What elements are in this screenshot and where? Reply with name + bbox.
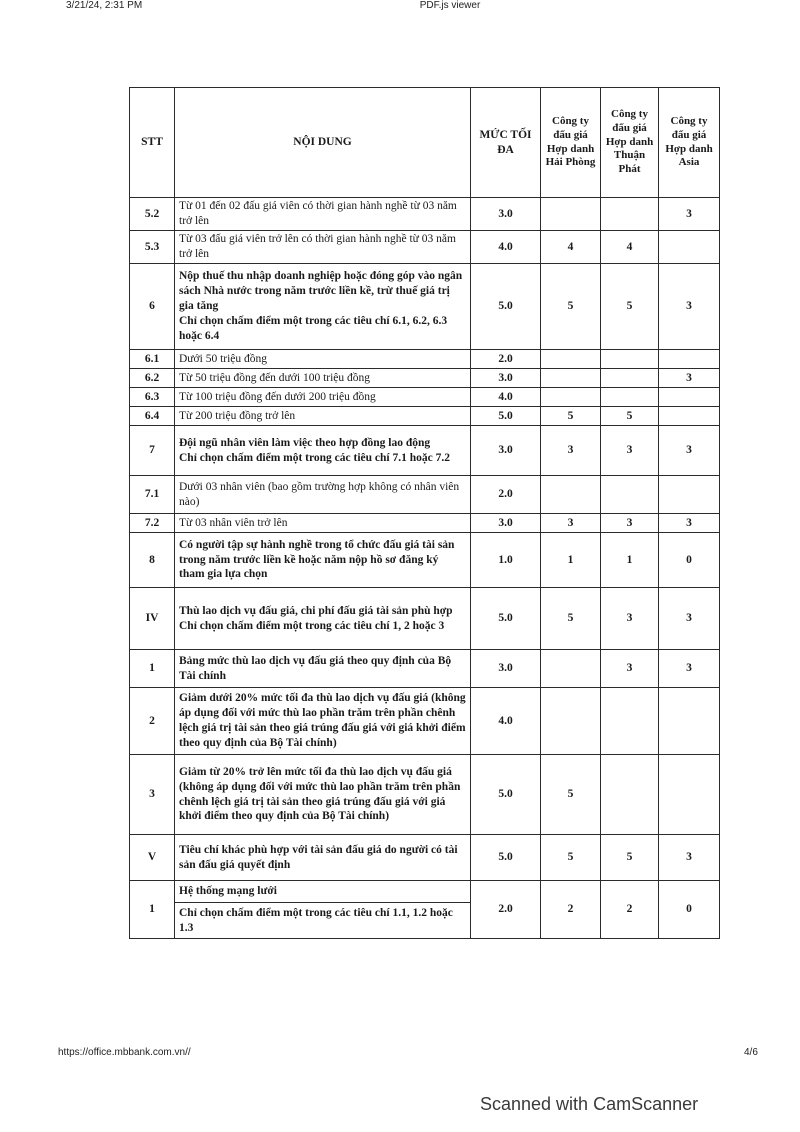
row-stt-cell: V — [130, 835, 175, 881]
row-content-cell: Đội ngũ nhân viên làm việc theo hợp đồng lao động Chỉ chọn chấm điểm một trong các tiêu chí 7.1 hoặc 7.2 — [175, 426, 471, 476]
row-score-hai-phong-cell: 4 — [541, 231, 601, 264]
row-content-cell: Từ 200 triệu đồng trở lên — [175, 407, 471, 426]
row-score-hai-phong-cell — [541, 388, 601, 407]
row-score-hai-phong-cell — [541, 350, 601, 369]
row-max-score-cell: 3.0 — [471, 198, 541, 231]
table-row — [130, 388, 720, 407]
table-row — [130, 588, 720, 650]
row-score-asia-cell — [659, 688, 720, 755]
row-stt-cell: 6.3 — [130, 388, 175, 407]
row-content-cell: Từ 03 đấu giá viên trở lên có thời gian hành nghề từ 03 năm trở lên — [175, 231, 471, 264]
row-score-thuan-phat-cell — [601, 369, 659, 388]
col-header-company-thuan-phat: Công ty đấu giá Hợp danh Thuận Phát — [601, 88, 659, 198]
row-score-hai-phong-cell: 1 — [541, 533, 601, 588]
row-score-hai-phong-cell: 2 — [541, 881, 601, 939]
row-score-thuan-phat-cell: 5 — [601, 835, 659, 881]
row-score-thuan-phat-cell: 1 — [601, 533, 659, 588]
row-content-cell: Từ 03 nhân viên trở lên — [175, 514, 471, 533]
row-score-thuan-phat-cell: 3 — [601, 426, 659, 476]
row-max-score-cell: 2.0 — [471, 350, 541, 369]
row-max-score-cell: 2.0 — [471, 881, 541, 939]
row-score-thuan-phat-cell — [601, 388, 659, 407]
row-score-asia-cell — [659, 388, 720, 407]
row-score-hai-phong-cell — [541, 650, 601, 688]
row-score-asia-cell: 0 — [659, 533, 720, 588]
col-header-company-asia: Công ty đấu giá Hợp danh Asia — [659, 88, 720, 198]
table-row — [130, 533, 720, 588]
col-header-company-hai-phong: Công ty đấu giá Hợp danh Hải Phòng — [541, 88, 601, 198]
col-header-stt: STT — [130, 88, 175, 198]
row-stt-cell: 1 — [130, 650, 175, 688]
col-header-content: NỘI DUNG — [175, 88, 471, 198]
table-row — [130, 231, 720, 264]
row-max-score-cell: 5.0 — [471, 588, 541, 650]
row-content-cell: Bảng mức thù lao dịch vụ đấu giá theo quy định của Bộ Tài chính — [175, 650, 471, 688]
page-number: 4/6 — [744, 1047, 758, 1058]
row-score-hai-phong-cell — [541, 198, 601, 231]
table-row — [130, 350, 720, 369]
row-score-thuan-phat-cell: 4 — [601, 231, 659, 264]
row-content-cell: Dưới 50 triệu đồng — [175, 350, 471, 369]
row-stt-cell: 7.2 — [130, 514, 175, 533]
row-score-hai-phong-cell: 5 — [541, 588, 601, 650]
row-max-score-cell: 2.0 — [471, 476, 541, 514]
table-row — [130, 650, 720, 688]
row-content-cell: Từ 01 đến 02 đấu giá viên có thời gian hành nghề từ 03 năm trở lên — [175, 198, 471, 231]
row-max-score-cell: 4.0 — [471, 688, 541, 755]
row-content-cell: Tiêu chí khác phù hợp với tài sản đấu giá do người có tài sản đấu giá quyết định — [175, 835, 471, 881]
table-row — [130, 426, 720, 476]
row-max-score-cell: 5.0 — [471, 264, 541, 350]
row-max-score-cell: 5.0 — [471, 755, 541, 835]
row-content-cell: Từ 100 triệu đồng đến dưới 200 triệu đồng — [175, 388, 471, 407]
row-content-cell: Từ 50 triệu đồng đến dưới 100 triệu đồng — [175, 369, 471, 388]
row-max-score-cell: 3.0 — [471, 426, 541, 476]
row-content-cell: Chỉ chọn chấm điểm một trong các tiêu chí 1.1, 1.2 hoặc 1.3 — [175, 903, 471, 939]
row-score-thuan-phat-cell — [601, 476, 659, 514]
row-content-cell: Thù lao dịch vụ đấu giá, chi phí đấu giá tài sản phù hợp Chỉ chọn chấm điểm một trong các tiêu chí 1, 2 hoặc 3 — [175, 588, 471, 650]
table-row — [130, 881, 720, 903]
table-row — [130, 407, 720, 426]
col-header-max: MỨC TỐI ĐA — [471, 88, 541, 198]
row-max-score-cell: 3.0 — [471, 650, 541, 688]
table-row — [130, 264, 720, 350]
header-row — [130, 88, 720, 198]
table-body — [130, 198, 720, 939]
row-score-asia-cell: 3 — [659, 650, 720, 688]
table-row — [130, 835, 720, 881]
row-stt-cell: IV — [130, 588, 175, 650]
row-score-thuan-phat-cell — [601, 198, 659, 231]
row-max-score-cell: 4.0 — [471, 231, 541, 264]
row-score-asia-cell — [659, 755, 720, 835]
row-score-asia-cell — [659, 407, 720, 426]
row-score-hai-phong-cell — [541, 369, 601, 388]
row-score-asia-cell: 3 — [659, 369, 720, 388]
row-stt-cell: 5.3 — [130, 231, 175, 264]
row-stt-cell: 5.2 — [130, 198, 175, 231]
row-content-cell: Hệ thống mạng lưới — [175, 881, 471, 903]
row-max-score-cell: 5.0 — [471, 835, 541, 881]
row-max-score-cell: 3.0 — [471, 514, 541, 533]
row-score-asia-cell — [659, 476, 720, 514]
row-score-hai-phong-cell — [541, 688, 601, 755]
row-score-asia-cell: 3 — [659, 835, 720, 881]
row-score-hai-phong-cell: 3 — [541, 514, 601, 533]
row-content-cell: Có người tập sự hành nghề trong tổ chức đấu giá tài sản trong năm trước liền kề hoặc năm nộp hồ sơ đăng ký tham gia lựa chọn — [175, 533, 471, 588]
row-max-score-cell: 1.0 — [471, 533, 541, 588]
row-score-thuan-phat-cell: 3 — [601, 588, 659, 650]
row-score-thuan-phat-cell: 5 — [601, 264, 659, 350]
table-row — [130, 476, 720, 514]
print-title: PDF.js viewer — [419, 0, 481, 11]
row-score-asia-cell — [659, 231, 720, 264]
row-score-asia-cell: 3 — [659, 588, 720, 650]
row-stt-cell: 6 — [130, 264, 175, 350]
table-row — [130, 755, 720, 835]
row-content-cell: Giảm dưới 20% mức tối đa thù lao dịch vụ đấu giá (không áp dụng đối với mức thù lao phần trăm trên phần chênh lệch giá trị tài sản theo giá trúng đấu giá với giá khởi điểm theo quy định của Bộ Tài chính) — [175, 688, 471, 755]
row-score-asia-cell: 3 — [659, 426, 720, 476]
row-max-score-cell: 4.0 — [471, 388, 541, 407]
row-score-thuan-phat-cell: 5 — [601, 407, 659, 426]
table-row — [130, 688, 720, 755]
row-score-hai-phong-cell: 5 — [541, 407, 601, 426]
row-score-asia-cell — [659, 350, 720, 369]
row-stt-cell: 6.4 — [130, 407, 175, 426]
row-stt-cell: 2 — [130, 688, 175, 755]
row-stt-cell: 7 — [130, 426, 175, 476]
row-max-score-cell: 5.0 — [471, 407, 541, 426]
row-score-thuan-phat-cell: 3 — [601, 650, 659, 688]
row-score-thuan-phat-cell — [601, 688, 659, 755]
row-score-hai-phong-cell: 3 — [541, 426, 601, 476]
row-score-hai-phong-cell: 5 — [541, 755, 601, 835]
row-score-asia-cell: 3 — [659, 514, 720, 533]
row-score-hai-phong-cell — [541, 476, 601, 514]
row-score-thuan-phat-cell: 3 — [601, 514, 659, 533]
row-stt-cell: 3 — [130, 755, 175, 835]
scanner-watermark: Scanned with CamScanner — [480, 1094, 699, 1114]
row-max-score-cell: 3.0 — [471, 369, 541, 388]
table-row — [130, 369, 720, 388]
row-score-asia-cell: 3 — [659, 264, 720, 350]
row-content-cell: Nộp thuế thu nhập doanh nghiệp hoặc đóng góp vào ngân sách Nhà nước trong năm trước liền kề, trừ thuế giá trị gia tăng Chỉ chọn chấm điểm một trong các tiêu chí 6.1, 6.2, 6.3 hoặc 6.4 — [175, 264, 471, 350]
row-content-cell: Dưới 03 nhân viên (bao gồm trường hợp không có nhân viên nào) — [175, 476, 471, 514]
row-stt-cell: 6.2 — [130, 369, 175, 388]
row-score-hai-phong-cell: 5 — [541, 264, 601, 350]
row-stt-cell: 8 — [130, 533, 175, 588]
row-score-asia-cell: 3 — [659, 198, 720, 231]
row-score-thuan-phat-cell — [601, 350, 659, 369]
row-stt-cell: 7.1 — [130, 476, 175, 514]
footer-url: https://office.mbbank.com.vn// — [58, 1047, 191, 1058]
row-score-thuan-phat-cell — [601, 755, 659, 835]
row-stt-cell: 1 — [130, 881, 175, 939]
scoring-table — [129, 87, 720, 939]
row-stt-cell: 6.1 — [130, 350, 175, 369]
row-score-thuan-phat-cell: 2 — [601, 881, 659, 939]
row-score-asia-cell: 0 — [659, 881, 720, 939]
print-datetime: 3/21/24, 2:31 PM — [66, 0, 143, 11]
row-score-hai-phong-cell: 5 — [541, 835, 601, 881]
table-row — [130, 198, 720, 231]
table-row — [130, 514, 720, 533]
row-content-cell: Giảm từ 20% trở lên mức tối đa thù lao dịch vụ đấu giá (không áp dụng đối với mức thù lao phần trăm trên phần chênh lệch giá trị tài sản theo giá trúng đấu giá với giá khởi điểm theo quy định của Bộ Tài chính) — [175, 755, 471, 835]
